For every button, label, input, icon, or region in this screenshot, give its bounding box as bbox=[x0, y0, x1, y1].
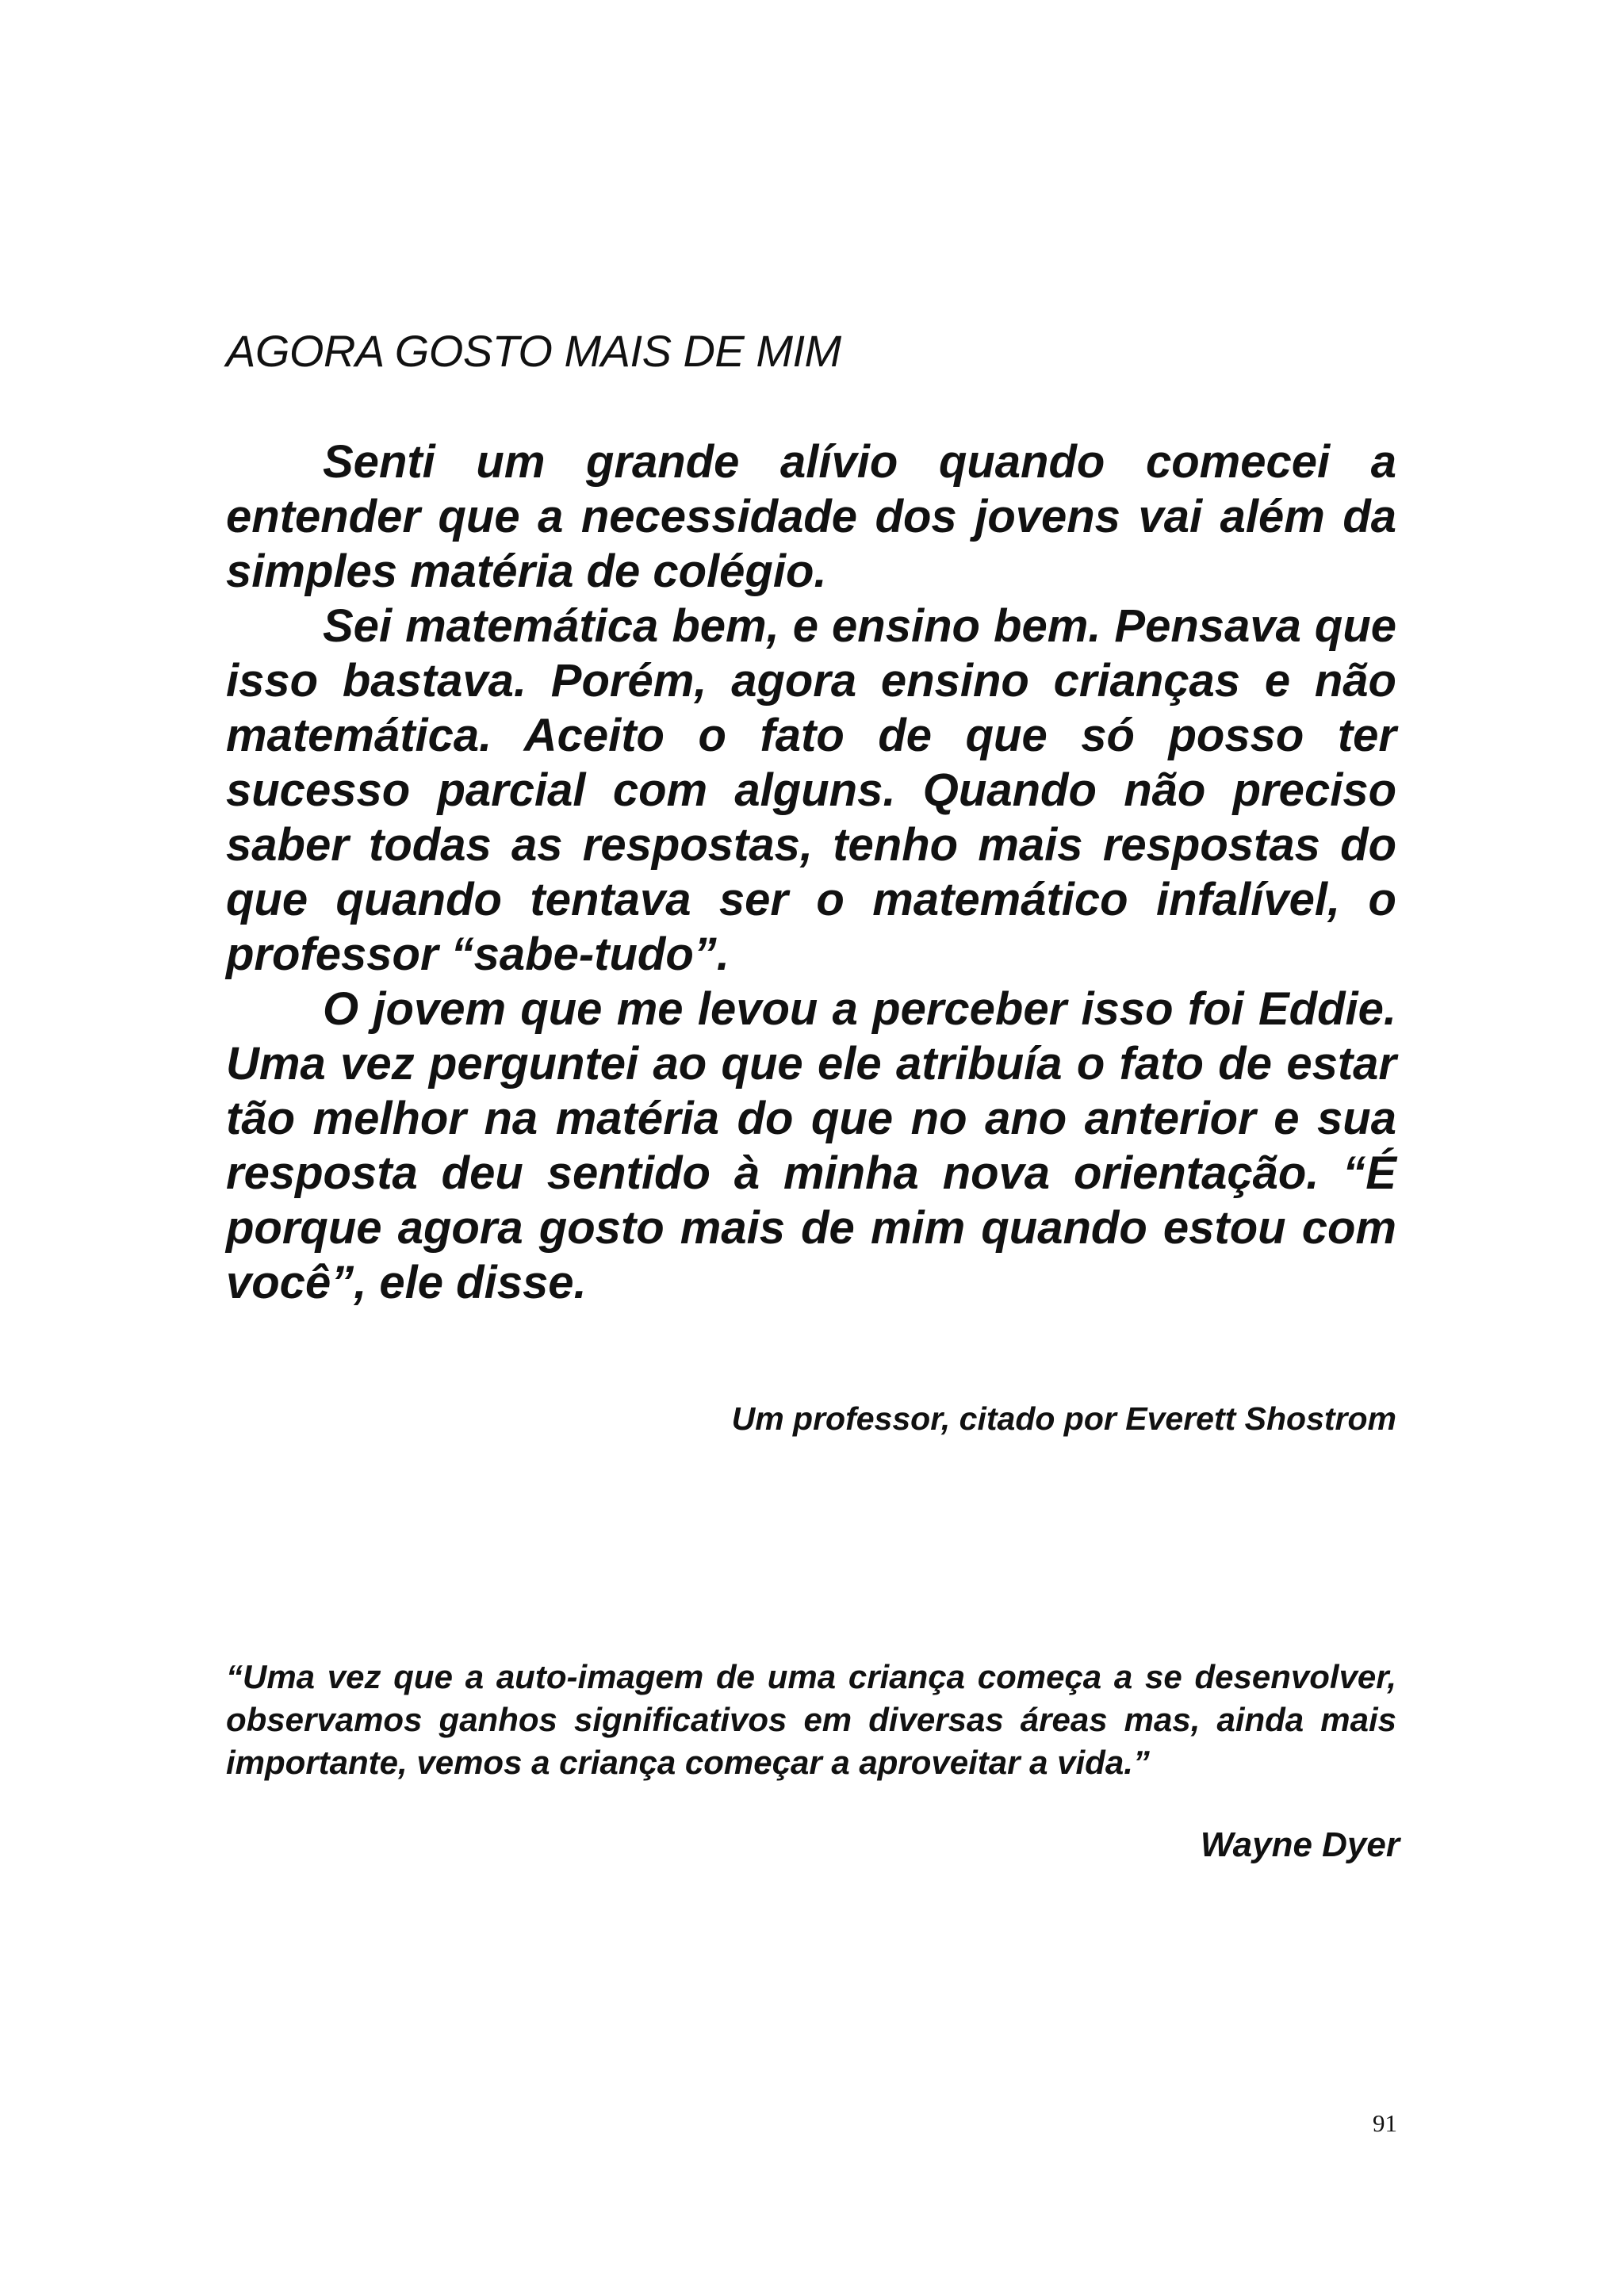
paragraph: O jovem que me levou a perceber isso foi Eddie. Uma vez perguntei ao que ele atribuía o fato de estar tão melhor na matéria do que no ano anterior e sua resposta deu sentido à minha nova orientação. “É porque agora gosto mais de mim quando estou com você”, ele disse. bbox=[226, 983, 1396, 1308]
chapter-body bbox=[226, 435, 1396, 1310]
paragraph: Senti um grande alívio quando comecei a entender que a necessidade dos jovens vai além da simples matéria de colégio. bbox=[226, 436, 1396, 597]
chapter-attribution: Um professor, citado por Everett Shostrom bbox=[731, 1400, 1396, 1437]
chapter-title: AGORA GOSTO MAIS DE MIM bbox=[226, 326, 841, 376]
paragraph: Sei matemática bem, e ensino bem. Pensava que isso bastava. Porém, agora ensino crianças e não matemática. Aceito o fato de que só posso ter sucesso parcial com alguns. Quando não preciso saber todas as respostas, tenho mais respostas do que quando tentava ser o matemático infalível, o professor “sabe-tudo”. bbox=[226, 600, 1396, 980]
epigraph-quote: “Uma vez que a auto-imagem de uma criança começa a se desenvolver, observamos ganhos significativos em diversas áreas mas, ainda mais importante, vemos a criança começar a aproveitar a vida.” bbox=[226, 1658, 1396, 1781]
quote-author: Wayne Dyer bbox=[1200, 1825, 1400, 1864]
page-number: 91 bbox=[1373, 2109, 1397, 2137]
